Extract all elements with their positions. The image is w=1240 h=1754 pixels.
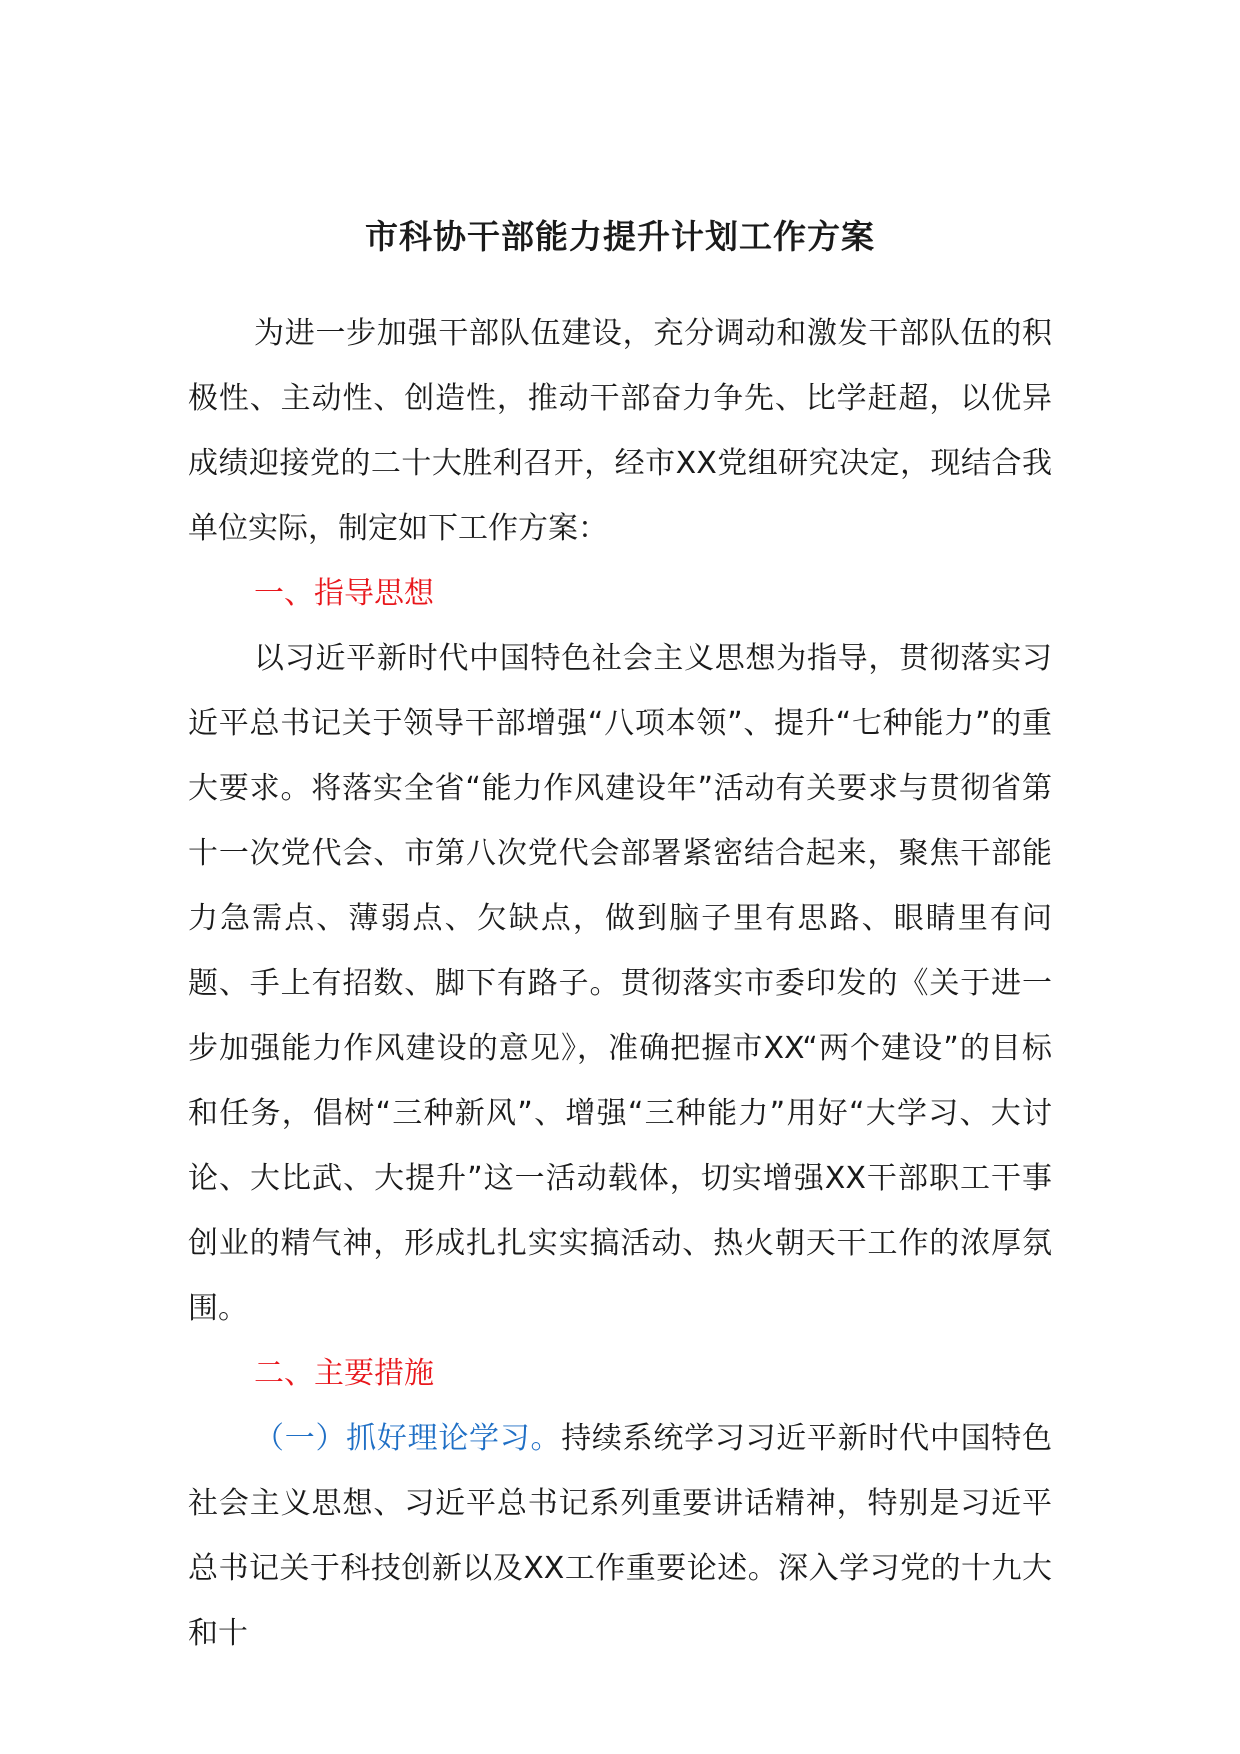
intro-paragraph: 为进一步加强干部队伍建设，充分调动和激发干部队伍的积极性、主动性、创造性，推动干部奋力争先、比学赶超，以优异成绩迎接党的二十大胜利召开，经市XX党组研究决定，现结合我单位实际，制定如下工作方案： [188, 316, 1052, 546]
section-heading-main-measures: 二、主要措施 [254, 1356, 434, 1391]
subsection-label-theory-study: （一）抓好理论学习。 [254, 1421, 562, 1456]
document-title: 市科协干部能力提升计划工作方案 [365, 217, 875, 256]
document-body [188, 301, 1052, 1666]
theory-study-paragraph [188, 1406, 1052, 1666]
document-page [188, 200, 1052, 1666]
section-heading-guiding-ideology: 一、指导思想 [254, 576, 434, 611]
guiding-ideology-paragraph: 以习近平新时代中国特色社会主义思想为指导，贯彻落实习近平总书记关于领导干部增强“八项本领”、提升“七种能力”的重大要求。将落实全省“能力作风建设年”活动有关要求与贯彻省第十一次党代会、市第八次党代会部署紧密结合起来，聚焦干部能力急需点、薄弱点、欠缺点，做到脑子里有思路、眼睛里有问题、手上有招数、脚下有路子。贯彻落实市委印发的《关于进一步加强能力作风建设的意见》，准确把握市XX“两个建设”的目标和任务，倡树“三种新风”、增强“三种能力”用好“大学习、大讨论、大比武、大提升”这一活动载体，切实增强XX干部职工干事创业的精气神，形成扎扎实实搞活动、热火朝天干工作的浓厚氛围。 [188, 641, 1052, 1326]
theory-study-text: 持续系统学习习近平新时代中国特色社会主义思想、习近平总书记系列重要讲话精神，特别是习近平总书记关于科技创新以及XX工作重要论述。深入学习党的十九大和十 [188, 1421, 1053, 1651]
